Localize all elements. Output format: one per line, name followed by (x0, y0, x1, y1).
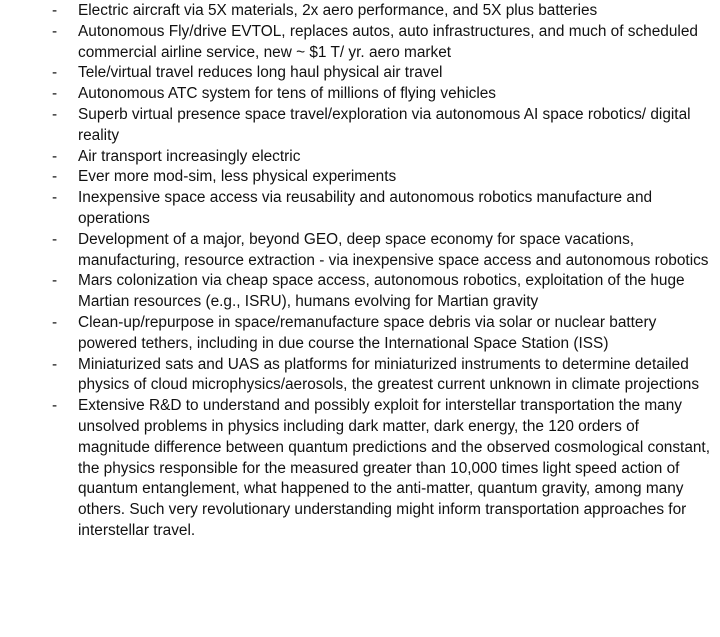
list-item (0, 147, 720, 168)
list-item-text: Electric aircraft via 5X materials, 2x aero performance, and 5X plus batteries (78, 2, 598, 19)
list-item-text: Mars colonization via cheap space access, autonomous robotics, exploitation of the huge Martian resources (e.g., ISRU), humans evolving for Martian gravity (78, 272, 685, 311)
bullet-marker: - (52, 189, 58, 207)
list-item-text: Development of a major, beyond GEO, deep space economy for space vacations, manufacturing, resource extraction - via inexpensive space access and autonomous robotics (78, 230, 709, 269)
list-item-text: Miniaturized sats and UAS as platforms for miniaturized instruments to determine detailed physics of cloud microphysics/aerosols, the greatest current unknown in climate projections (78, 355, 700, 394)
list-item-text: Clean-up/repurpose in space/remanufacture space debris via solar or nuclear battery powered tethers, including in due course the International Space Station (ISS) (78, 313, 657, 352)
list-item-text: Inexpensive space access via reusability and autonomous robotics manufacture and operations (78, 189, 653, 227)
bullet-marker: - (52, 397, 58, 415)
bullet-marker: - (52, 168, 58, 186)
bullet-marker: - (52, 355, 58, 373)
list-item-text: Extensive R&D to understand and possibly exploit for interstellar transportation the many unsolved problems in physics including dark matter, dark energy, the 120 orders of magnitude difference between quantum predictions and the observed cosmological constant, the physics responsible for the measured greater than 10,000 times light speed action of quantum entanglement, what happened to the anti-matter, quantum gravity, among many others. Such very revolutionary understanding might inform transportation approaches for interstellar travel. (78, 397, 710, 539)
bullet-marker: - (52, 64, 58, 82)
bullet-marker: - (52, 22, 58, 40)
list-item (0, 313, 720, 355)
list-item-text: Superb virtual presence space travel/exploration via autonomous AI space robotics/ digital reality (78, 105, 691, 144)
list-item (0, 22, 720, 64)
list-item-text: Autonomous ATC system for tens of millions of flying vehicles (78, 85, 496, 103)
bullet-marker: - (52, 313, 58, 331)
list-item (0, 230, 720, 272)
list-item (0, 63, 720, 84)
list-item-text: Air transport increasingly electric (78, 147, 301, 165)
bullet-marker: - (52, 85, 58, 103)
list-item (0, 355, 720, 397)
bullet-marker: - (52, 147, 58, 165)
list-item (0, 396, 720, 542)
list-item (0, 1, 720, 22)
list-item (0, 84, 720, 105)
list-item-text: Ever more mod-sim, less physical experiments (78, 168, 397, 186)
list-item (0, 105, 720, 147)
list-item (0, 271, 720, 313)
document-page (0, 1, 720, 542)
list-item-text: Autonomous Fly/drive EVTOL, replaces autos, auto infrastructures, and much of scheduled commercial airline service, new ~ $1 T/ yr. aero market (78, 22, 698, 61)
list-item (0, 188, 720, 230)
bullet-marker: - (52, 272, 58, 290)
list-item (0, 167, 720, 188)
bullet-marker: - (52, 2, 58, 19)
bullet-marker: - (52, 105, 58, 123)
bullet-list (0, 1, 720, 542)
bullet-marker: - (52, 230, 58, 248)
list-item-text: Tele/virtual travel reduces long haul physical air travel (78, 64, 443, 82)
